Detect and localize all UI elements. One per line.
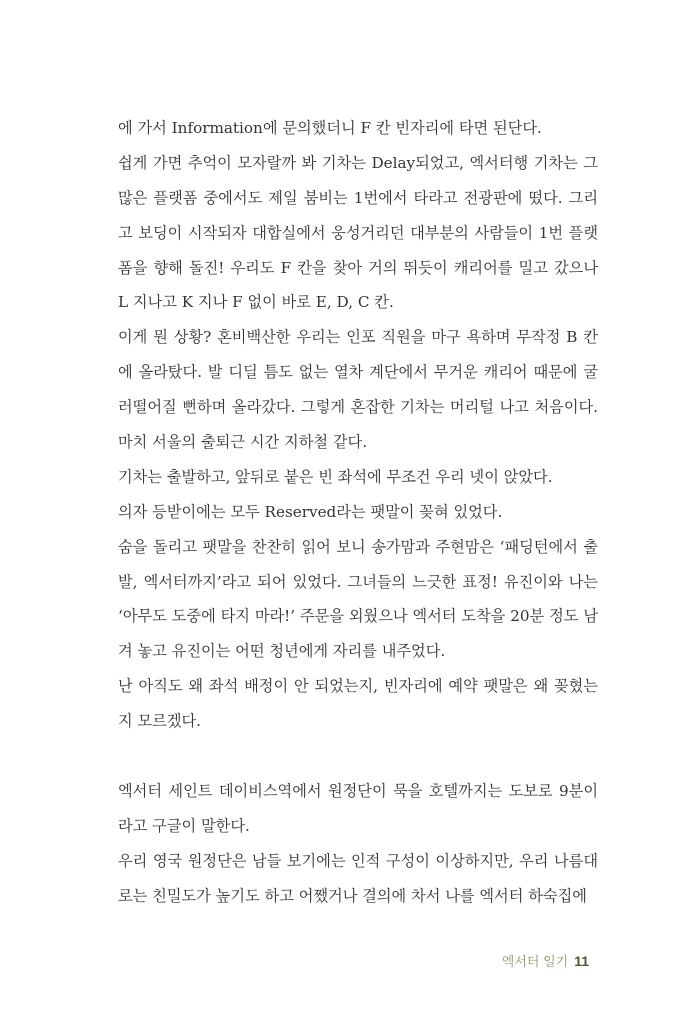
text-line: 로는 친밀도가 높기도 하고 어쨌거나 결의에 차서 나를 엑서터 하숙집에	[118, 886, 587, 905]
paragraph	[118, 320, 598, 460]
text-line: 러떨어질 뻔하며 올라갔다. 그렇게 혼잡한 기차는 머리털 나고 처음이다.	[118, 398, 598, 417]
text-line: 겨 놓고 유진이는 어떤 청년에게 자리를 내주었다.	[118, 642, 446, 661]
text-line: 엑서터 세인트 데이비스역에서 원정단이 묵을 호텔까지는 도보로 9분이	[118, 781, 598, 800]
text-line: 기차는 출발하고, 앞뒤로 붙은 빈 좌석에 무조건 우리 넷이 앉았다.	[118, 467, 553, 486]
text-line: 고 보딩이 시작되자 대합실에서 웅성거리던 대부분의 사람들이 1번 플랫	[118, 223, 598, 242]
text-line: 발, 엑서터까지’라고 되어 있었다. 그녀들의 느긋한 표정! 유진이와 나는	[118, 572, 598, 591]
paragraph	[118, 844, 598, 914]
text-line: 쉽게 가면 추억이 모자랄까 봐 기차는 Delay되었고, 엑서터행 기차는 그	[118, 153, 598, 172]
text-line: 이게 뭔 상황? 혼비백산한 우리는 인포 직원을 마구 욕하며 무작정 B 칸	[118, 328, 598, 347]
paragraph	[118, 111, 598, 146]
paragraph	[118, 460, 598, 495]
paragraph	[118, 146, 598, 320]
text-line: 에 가서 Information에 문의했더니 F 칸 빈자리에 타면 된단다.	[118, 119, 542, 137]
paragraph	[118, 495, 598, 530]
text-line: ‘아무도 도중에 타지 마라!’ 주문을 외웠으나 엑서터 도착을 20분 정도 남	[118, 607, 598, 626]
text-line: 우리 영국 원정단은 남들 보기에는 인적 구성이 이상하지만, 우리 나름대	[118, 851, 598, 870]
text-line: 많은 플랫폼 중에서도 제일 붐비는 1번에서 타라고 전광판에 떴다. 그리	[118, 188, 598, 207]
text-line: 라고 구글이 말한다.	[118, 816, 250, 835]
text-line: 마치 서울의 출퇴근 시간 지하철 같다.	[118, 433, 368, 452]
paragraph	[118, 530, 598, 670]
text-line: 에 올라탔다. 발 디딜 틈도 없는 열차 계단에서 무거운 캐리어 때문에 굴	[118, 363, 598, 382]
running-head: 엑서터 일기	[501, 954, 569, 969]
paragraph-break	[118, 739, 598, 774]
body-text	[118, 111, 598, 913]
paragraph	[118, 669, 598, 739]
text-line: 의자 등받이에는 모두 Reserved라는 팻말이 꽂혀 있었다.	[118, 502, 503, 521]
paragraph	[118, 774, 598, 844]
text-line: 지 모르겠다.	[118, 712, 202, 731]
page-footer	[502, 951, 589, 970]
text-line: 숨을 돌리고 팻말을 찬찬히 읽어 보니 송가맘과 주현맘은 ‘패딩턴에서 출	[118, 537, 598, 556]
text-line: 난 아직도 왜 좌석 배정이 안 되었는지, 빈자리에 예약 팻말은 왜 꽂혔는	[118, 677, 598, 696]
text-line: L 지나고 K 지나 F 없이 바로 E, D, C 칸.	[118, 293, 394, 312]
text-line: 폼을 향해 돌진! 우리도 F 칸을 찾아 거의 뛰듯이 캐리어를 밀고 갔으나	[118, 258, 598, 277]
page-number: 11	[574, 953, 589, 969]
